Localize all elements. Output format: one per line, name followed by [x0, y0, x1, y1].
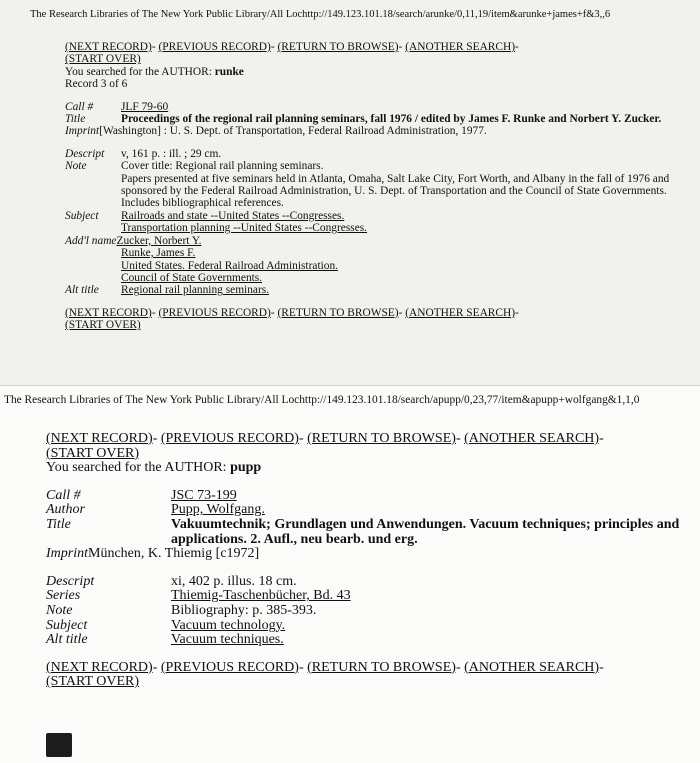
addl-name-link[interactable]: United States. Federal Railroad Administration. — [121, 259, 339, 272]
page-header-url: The Research Libraries of The New York Public Library/All Lochttp://149.123.101.18/search/arunke/0,11,19/item&arunke+james+f&3,,6 — [30, 9, 611, 20]
imprint-value: [Washington] : U. S. Dept. of Transportation, Federal Railroad Administration, 1977. — [99, 125, 487, 138]
previous-record-link[interactable]: (PREVIOUS RECORD) — [160, 431, 299, 446]
alt-title-link[interactable]: Vacuum techniques. — [171, 632, 284, 648]
nav-separator: - — [298, 431, 308, 446]
field-label: Series — [46, 588, 81, 604]
record-title: Vakuumtechnik; Grundlagen und Anwendungen. Vacuum techniques; principles and applications. 2. Aufl., neu bearb. und erg. — [171, 516, 680, 547]
another-search-link[interactable]: (ANOTHER SEARCH) — [464, 431, 600, 446]
record-content — [65, 41, 695, 332]
start-over-link[interactable]: (START OVER) — [46, 674, 140, 690]
addl-name-link[interactable]: Zucker, Norbert Y. — [116, 234, 202, 247]
series-row — [46, 589, 686, 604]
call-number-link[interactable]: JLF 79-60 — [121, 100, 169, 113]
note-line: Cover title: Regional rail planning seminars. — [121, 160, 324, 173]
return-to-browse-link[interactable]: (RETURN TO BROWSE) — [307, 431, 456, 446]
alt-title-row — [46, 633, 686, 648]
another-search-link[interactable]: (ANOTHER SEARCH) — [464, 659, 600, 675]
field-label: Subject — [46, 617, 88, 633]
field-label: Descript — [65, 147, 105, 160]
nav-separator: - — [298, 659, 308, 675]
previous-record-link[interactable]: (PREVIOUS RECORD) — [158, 41, 271, 53]
nav-separator: - — [270, 306, 278, 319]
note-line: Includes bibliographical references. — [121, 197, 284, 210]
nav-separator: - — [515, 41, 522, 53]
title-row — [46, 518, 686, 547]
author-row — [46, 503, 686, 518]
field-label: Add'l name — [65, 234, 117, 247]
call-number-row — [65, 101, 695, 113]
search-summary — [65, 66, 695, 78]
imprint-row — [65, 125, 695, 137]
start-over-link[interactable]: (START OVER) — [46, 445, 140, 461]
field-label: Author — [46, 502, 85, 518]
field-label: Note — [46, 602, 73, 618]
return-to-browse-link[interactable]: (RETURN TO BROWSE) — [277, 306, 399, 319]
record-content — [46, 432, 686, 690]
imprint-row — [46, 547, 686, 562]
series-link[interactable]: Thiemig-Taschenbücher, Bd. 43 — [171, 588, 351, 604]
nav-separator: - — [152, 659, 161, 675]
nav-separator: - — [398, 306, 406, 319]
note-value: Bibliography: p. 385-393. — [171, 602, 317, 618]
addl-name-row — [65, 235, 695, 247]
title-row — [65, 113, 695, 125]
previous-record-link[interactable]: (PREVIOUS RECORD) — [160, 659, 299, 675]
field-label: Imprint — [65, 125, 100, 138]
next-record-link[interactable]: (NEXT RECORD) — [65, 41, 152, 53]
subject-row — [46, 619, 686, 634]
previous-record-link[interactable]: (PREVIOUS RECORD) — [158, 306, 271, 319]
call-number-link[interactable]: JSC 73-199 — [171, 487, 237, 503]
nav-separator: - — [599, 431, 608, 446]
addl-name-link[interactable]: Runke, James F. — [121, 247, 196, 260]
record-title: Proceedings of the regional rail planning seminars, fall 1976 / edited by James F. Runke and Norbert Y. Zucker. — [121, 113, 662, 126]
page-header-url: The Research Libraries of The New York Public Library/All Lochttp://149.123.101.18/search/apupp/0,23,77/item&apupp+wolfgang&1,1,0 — [4, 394, 640, 406]
start-over-link[interactable]: (START OVER) — [65, 319, 141, 332]
field-label: Title — [46, 516, 71, 532]
search-summary-prefix: You searched for the AUTHOR: — [46, 460, 231, 476]
return-to-browse-link[interactable]: (RETURN TO BROWSE) — [307, 659, 456, 675]
subject-row — [65, 210, 695, 235]
field-label: Note — [65, 160, 87, 173]
descript-value: xi, 402 p. illus. 18 cm. — [171, 573, 297, 589]
field-label: Alt title — [46, 632, 88, 648]
subject-link[interactable]: Transportation planning --United States --Congresses. — [121, 222, 368, 235]
subject-link[interactable]: Railroads and state --United States --Congresses. — [121, 209, 345, 222]
call-number-row — [46, 489, 686, 504]
bottom-nav-bar — [65, 307, 695, 332]
another-search-link[interactable]: (ANOTHER SEARCH) — [405, 306, 516, 319]
nav-separator: - — [152, 431, 161, 446]
nav-separator: - — [599, 659, 608, 675]
search-term: pupp — [230, 460, 262, 476]
addl-name-link[interactable]: Council of State Governments. — [121, 271, 263, 284]
scan-artifact — [46, 733, 72, 757]
nav-separator: - — [515, 306, 522, 319]
top-nav-bar — [65, 41, 695, 66]
author-link[interactable]: Pupp, Wolfgang. — [171, 502, 265, 518]
next-record-link[interactable]: (NEXT RECORD) — [65, 306, 152, 319]
record-position: Record 3 of 6 — [65, 78, 128, 91]
next-record-link[interactable]: (NEXT RECORD) — [46, 431, 153, 446]
top-nav-bar — [46, 432, 686, 461]
nav-separator: - — [455, 431, 465, 446]
field-label: Alt title — [65, 284, 99, 297]
next-record-link[interactable]: (NEXT RECORD) — [46, 659, 153, 675]
another-search-link[interactable]: (ANOTHER SEARCH) — [405, 41, 516, 53]
nav-separator: - — [455, 659, 465, 675]
search-summary-prefix: You searched for the AUTHOR: — [65, 65, 215, 78]
descript-value: v, 161 p. : ill. ; 29 cm. — [121, 147, 222, 160]
start-over-link[interactable]: (START OVER) — [65, 53, 141, 66]
return-to-browse-link[interactable]: (RETURN TO BROWSE) — [277, 41, 399, 53]
field-label: Title — [65, 113, 86, 126]
bottom-nav-bar — [46, 661, 686, 690]
search-term: runke — [214, 65, 244, 78]
nav-separator: - — [270, 41, 278, 53]
search-summary — [46, 461, 686, 476]
field-label: Descript — [46, 573, 95, 589]
field-label: Subject — [65, 209, 99, 222]
nav-separator: - — [398, 41, 406, 53]
note-row — [65, 160, 695, 210]
field-label: Call # — [46, 487, 81, 503]
nav-separator: - — [151, 41, 159, 53]
descript-row — [46, 575, 686, 590]
alt-title-link[interactable]: Regional rail planning seminars. — [121, 284, 270, 297]
field-label: Call # — [65, 100, 94, 113]
subject-link[interactable]: Vacuum technology. — [171, 617, 286, 633]
field-label: Imprint — [46, 546, 88, 562]
note-line: Papers presented at five seminars held in Atlanta, Omaha, Salt Lake City, Fort Worth, and Albany in the fall of 1976 and sponsored by the Federal Railroad Administration, U. S. Dept. of Transportation and the Council of State Governments. — [121, 172, 670, 198]
imprint-value: München, K. Thiemig [c1972] — [88, 546, 260, 562]
catalog-page-pupp — [0, 385, 700, 763]
note-row — [46, 604, 686, 619]
nav-separator: - — [151, 306, 159, 319]
descript-row — [65, 148, 695, 160]
alt-title-row — [65, 284, 695, 296]
